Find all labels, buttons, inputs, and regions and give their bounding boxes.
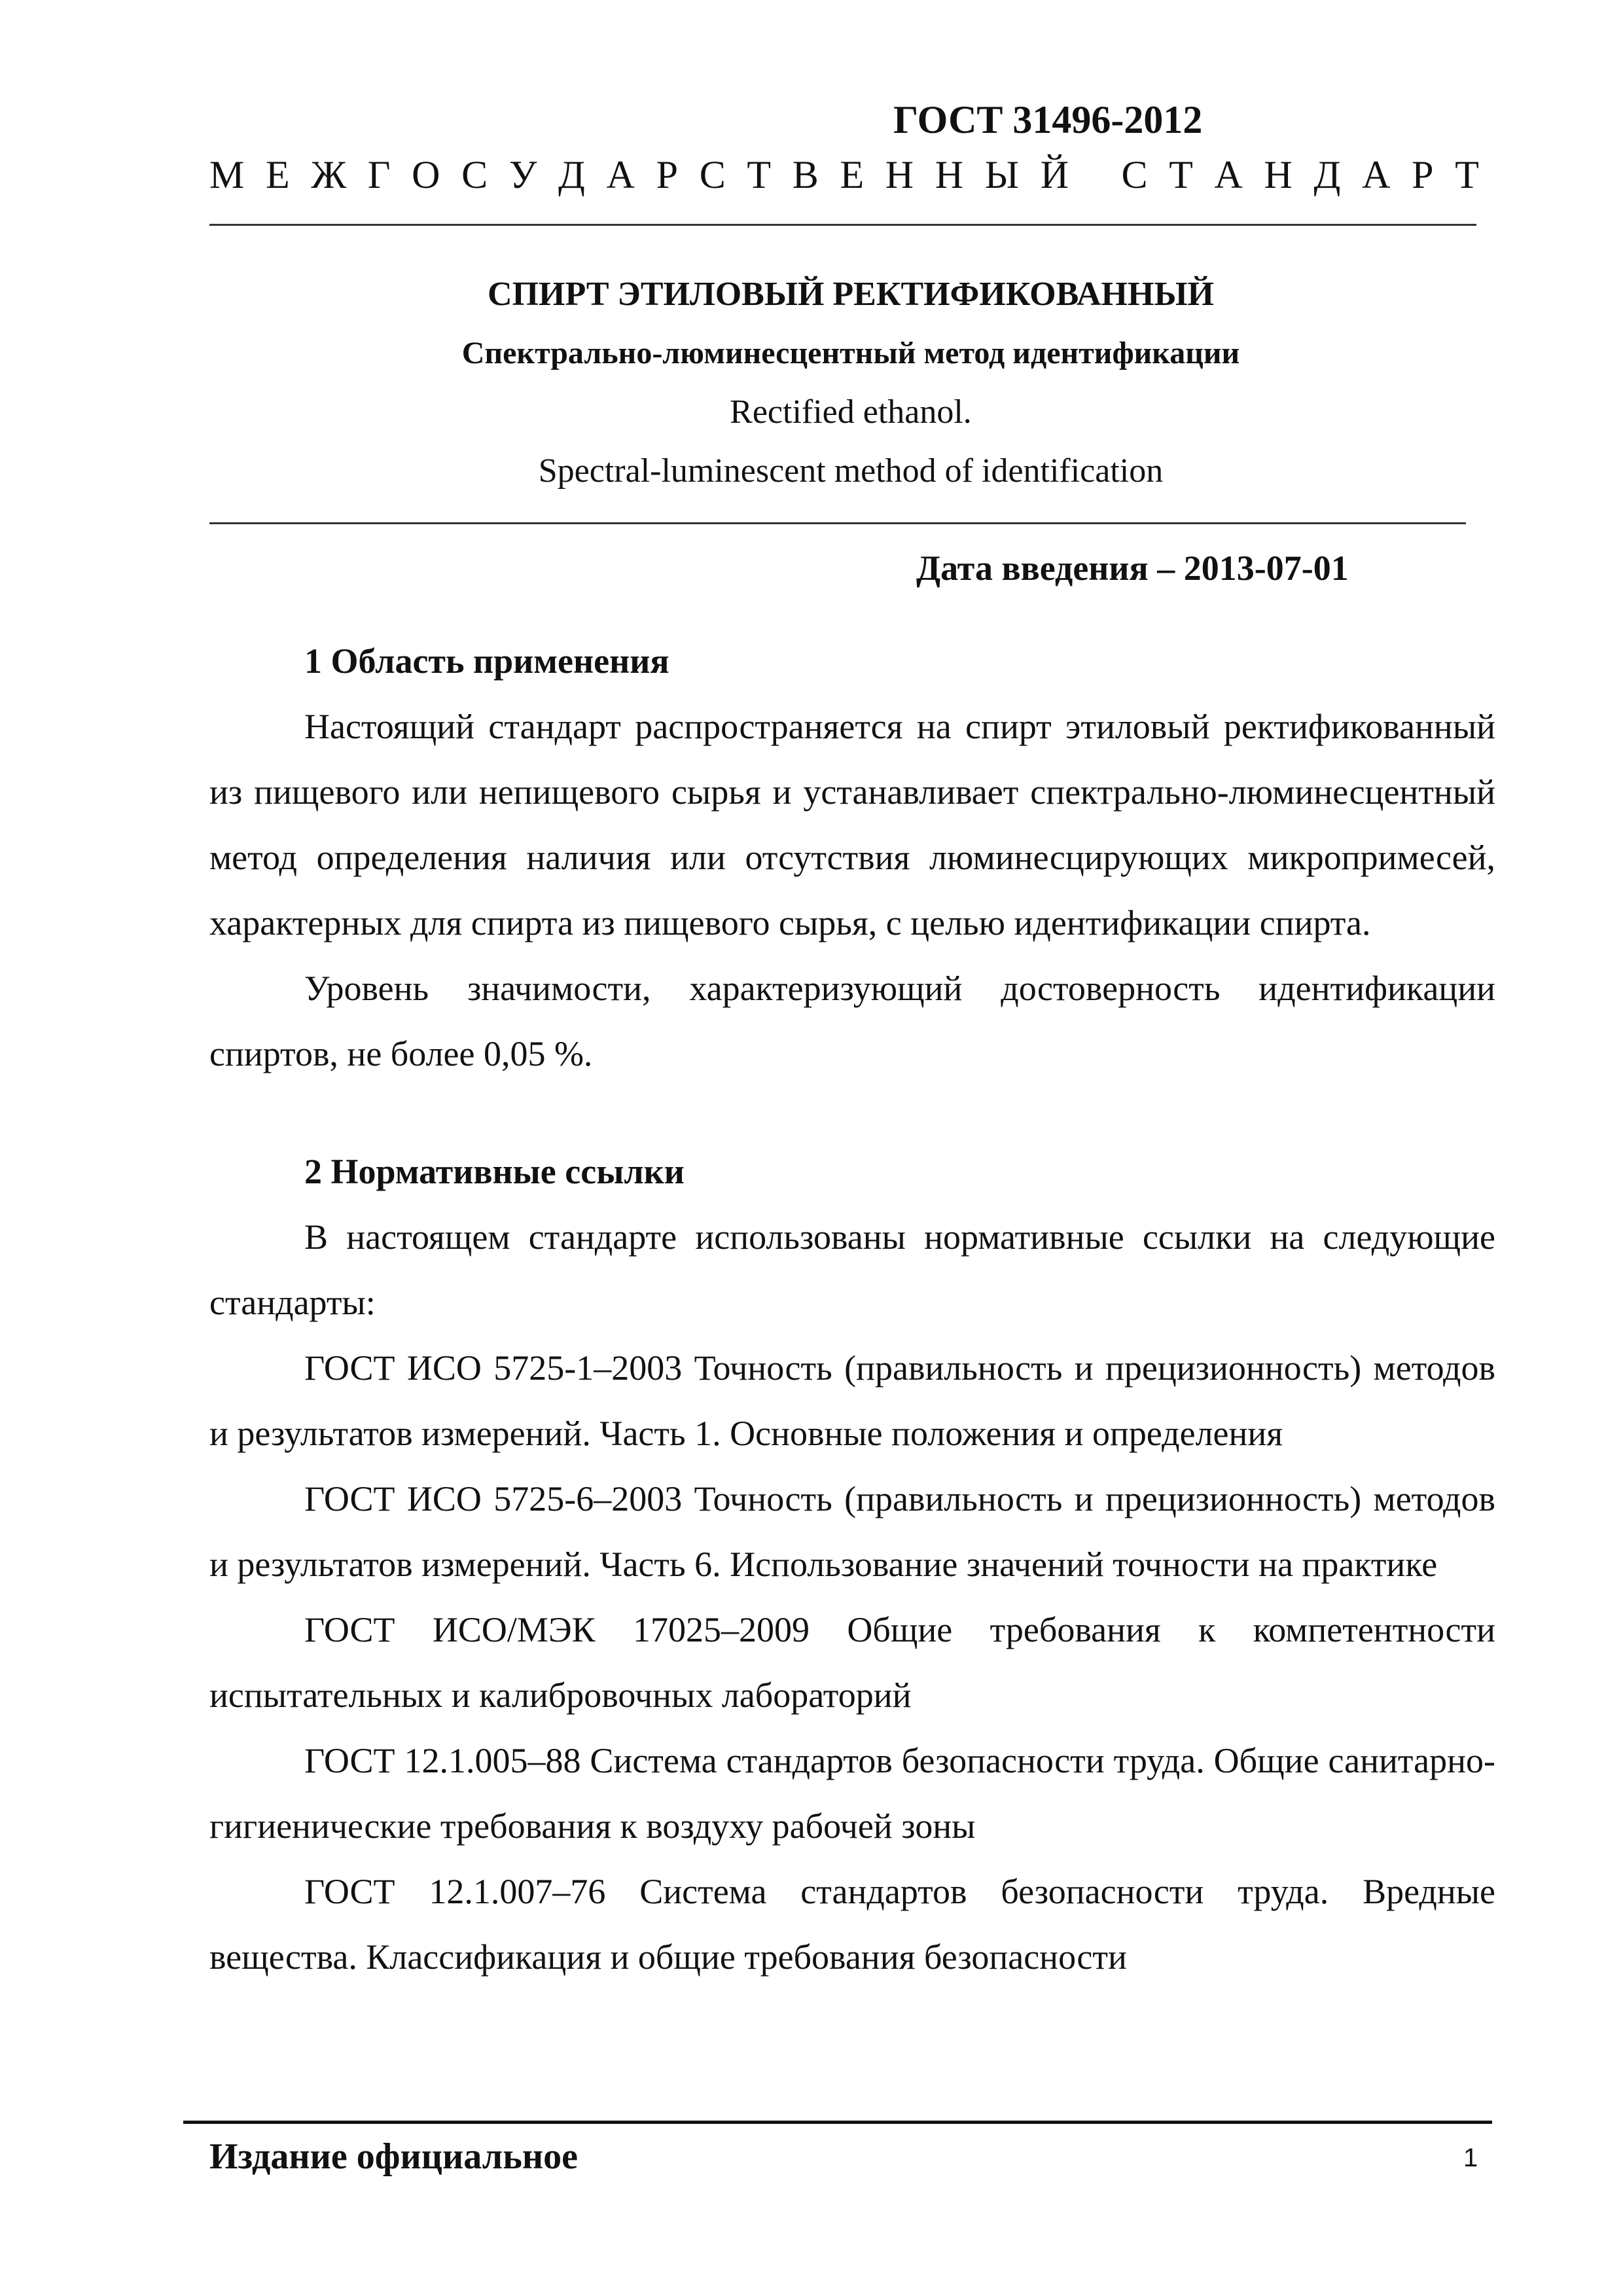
reference-item: ГОСТ 12.1.007–76 Система стандартов безопасности труда. Вредные вещества. Классификация и общие требования безопасности [209,1872,1495,1977]
scope-paragraph: Настоящий стандарт распространяется на спирт этиловый ректификованный из пищевого или непищевого сырья и устанавливает спектрально-люминесцентный метод определения наличия или отсутствия люминесцирующих микропримесей, характерных для спирта из пищевого сырья, с целью идентификации спирта. [209,707,1495,942]
document-subtitle: Спектрально-люминесцентный метод идентификации [461,336,1240,370]
interstate-letter: С [461,153,488,196]
interstate-letter: А [606,153,635,196]
interstate-letter: В [792,153,819,196]
interstate-letter: Е [840,153,865,196]
interstate-letter: Г [367,153,391,196]
english-title-line-1: Rectified ethanol. [730,393,972,431]
header-divider [209,224,1476,226]
interstate-letter: Н [885,153,914,196]
interstate-letter: Н [935,153,964,196]
interstate-letter: Р [1412,153,1434,196]
interstate-letter: М [209,153,245,196]
interstate-letter: Р [656,153,679,196]
section-spacer [209,1086,1495,1139]
interstate-standard-label [209,145,1479,204]
interstate-letter: Й [1040,153,1069,196]
interstate-letter: Н [1264,153,1293,196]
title-block [209,265,1492,501]
interstate-letter: С [1121,153,1148,196]
interstate-letter: А [1362,153,1391,196]
significance-paragraph: Уровень значимости, характеризующий достоверность идентификации спиртов, не более 0,05 %. [209,969,1495,1073]
english-title-line-2: Spectral-luminescent method of identification [538,452,1164,490]
reference-item: ГОСТ ИСО 5725-1–2003 Точность (правильность и прецизионность) методов и результатов измерений. Часть 1. Основные положения и определения [209,1348,1495,1453]
title-divider [209,522,1466,524]
interstate-letter: У [508,153,537,196]
interstate-letter: Д [558,153,585,196]
interstate-letter: Е [266,153,290,196]
document-title: СПИРТ ЭТИЛОВЫЙ РЕКТИФИКОВАННЫЙ [488,276,1214,313]
page-number: 1 [1463,2144,1478,2172]
reference-item: ГОСТ ИСО/МЭК 17025–2009 Общие требования к компетентности испытательных и калибровочных лабораторий [209,1610,1495,1715]
section-heading-references: 2 Нормативные ссылки [304,1152,685,1191]
references-intro: В настоящем стандарте использованы нормативные ссылки на следующие стандарты: [209,1217,1495,1322]
document-body [209,628,1495,1990]
official-edition-label: Издание официальное [209,2136,578,2177]
interstate-letter: С [699,153,726,196]
introduction-date: Дата введения – 2013-07-01 [916,548,1349,588]
section-heading-scope: 1 Область применения [304,641,669,681]
interstate-letter: О [412,153,440,196]
footer-divider [183,2121,1492,2124]
reference-item: ГОСТ ИСО 5725-6–2003 Точность (правильность и прецизионность) методов и результатов измерений. Часть 6. Использование значений точности на практике [209,1479,1495,1584]
interstate-letter: Т [747,153,772,196]
interstate-letter: А [1214,153,1243,196]
interstate-letter [1090,145,1100,204]
standard-number: ГОСТ 31496-2012 [893,98,1203,141]
interstate-letter: Ж [311,153,347,196]
reference-item: ГОСТ 12.1.005–88 Система стандартов безопасности труда. Общие санитарно-гигиенические требования к воздуху рабочей зоны [209,1741,1495,1846]
interstate-letter: Д [1313,153,1341,196]
interstate-letter: Т [1455,153,1479,196]
interstate-letter: Ы [984,153,1020,196]
interstate-letter: Т [1169,153,1193,196]
